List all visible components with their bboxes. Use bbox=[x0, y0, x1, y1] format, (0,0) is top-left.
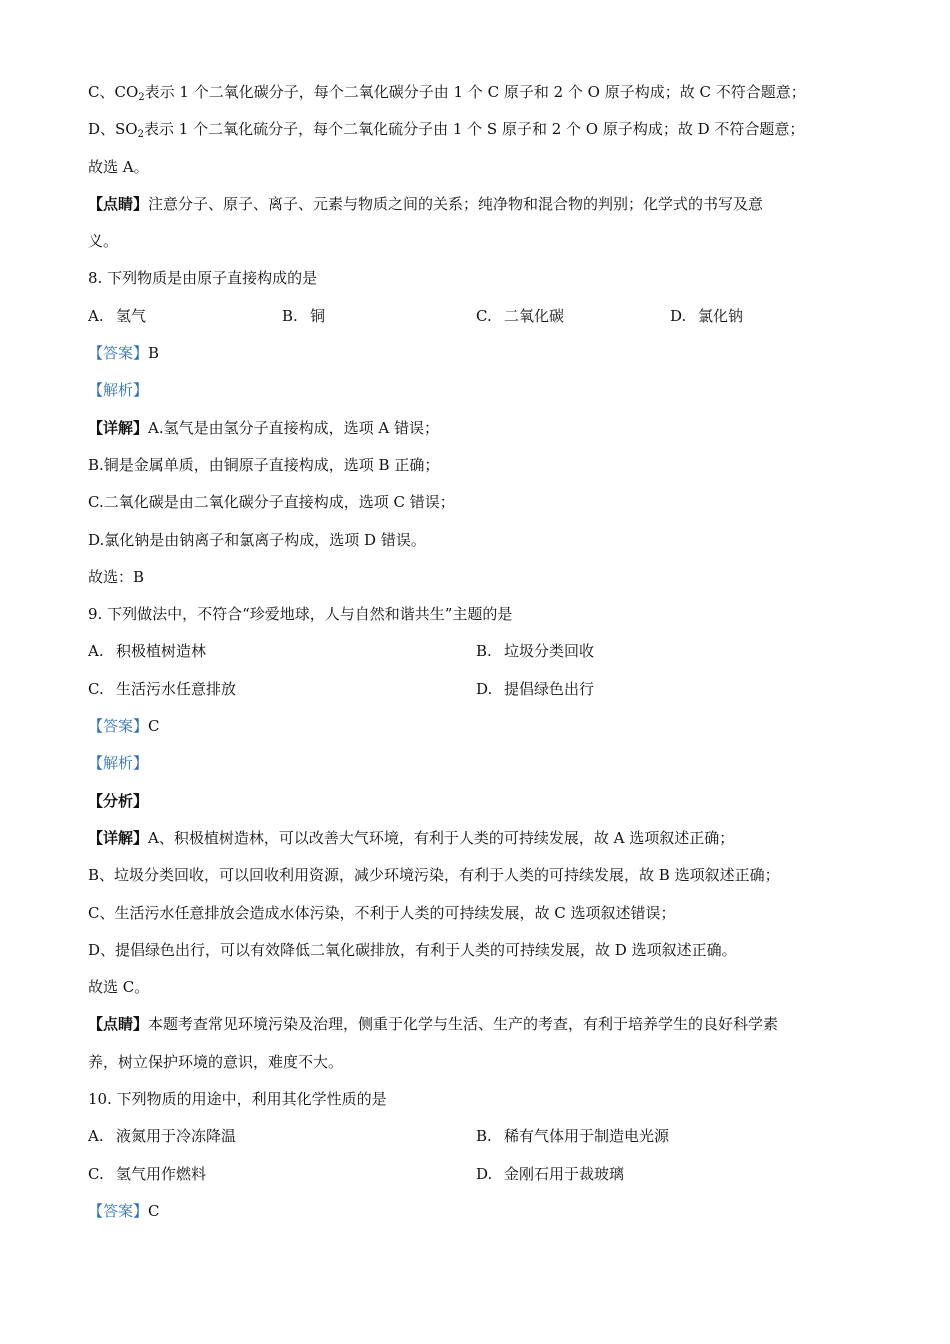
q8-choose: 故选：B bbox=[88, 567, 145, 586]
answer-value: B bbox=[148, 344, 160, 363]
q8-option-a: A. 氢气 bbox=[88, 306, 147, 325]
q9-answer bbox=[88, 712, 868, 749]
q8-answer bbox=[88, 339, 868, 376]
q8-options bbox=[88, 302, 868, 339]
q10-option-b: B. 稀有气体用于制造电光源 bbox=[476, 1127, 670, 1146]
question-9: 9. 下列做法中，不符合“珍爱地球，人与自然和谐共生”主题的是 bbox=[88, 605, 513, 624]
subscript: 2 bbox=[137, 129, 144, 141]
note-tag: 【点睛】 bbox=[88, 194, 149, 213]
q9-option-d: D. 提倡绿色出行 bbox=[476, 679, 595, 698]
q9-option-c: C. 生活污水任意排放 bbox=[88, 679, 237, 698]
q9-note bbox=[88, 1010, 868, 1047]
text: D、SO bbox=[88, 120, 138, 139]
q9-detail-line: B、垃圾分类回收，可以回收利用资源，减少环境污染，有利于人类的可持续发展，故 B 选项叙述正确； bbox=[88, 866, 780, 885]
q9-detail-line: D、提倡绿色出行，可以有效降低二氧化碳排放，有利于人类的可持续发展，故 D 选项叙述正确。 bbox=[88, 940, 737, 959]
text: 表示 1 个二氧化硫分子，每个二氧化硫分子由 1 个 S 原子和 2 个 O 原子构成；故 D 不符合题意； bbox=[143, 120, 805, 139]
q9-detail: 【详解】A、积极植树造林，可以改善大气环境，有利于人类的可持续发展，故 A 选项叙述正确； bbox=[88, 828, 735, 847]
q8-detail-line: D.氯化钠是由钠离子和氯离子构成，选项 D 错误。 bbox=[88, 530, 426, 549]
q9-detail-line: C、生活污水任意排放会造成水体污染，不利于人类的可持续发展，故 C 选项叙述错误； bbox=[88, 903, 676, 922]
q10-option-c: C. 氢气用作燃料 bbox=[88, 1164, 207, 1183]
q9-options-row2 bbox=[88, 675, 868, 712]
q10-option-d: D. 金刚石用于裁玻璃 bbox=[476, 1164, 625, 1183]
q9-option-a: A. 积极植树造林 bbox=[88, 642, 207, 661]
q10-answer bbox=[88, 1197, 868, 1234]
q10-options-row1 bbox=[88, 1122, 868, 1159]
question-8: 8. 下列物质是由原子直接构成的是 bbox=[88, 269, 318, 288]
subscript: 2 bbox=[138, 92, 145, 103]
q8-option-d: D. 氯化钠 bbox=[670, 306, 744, 325]
q8-detail: 【详解】A.氢气是由氢分子直接构成，选项 A 错误； bbox=[88, 418, 439, 437]
q9-fenxi-tag: 【分析】 bbox=[88, 791, 149, 810]
detail-tag: 【详解】 bbox=[88, 418, 149, 437]
q9-analysis-tag: 【解析】 bbox=[88, 754, 149, 773]
q10-options-row2 bbox=[88, 1160, 868, 1197]
q9-option-b: B. 垃圾分类回收 bbox=[476, 642, 595, 661]
text: C、CO bbox=[88, 83, 139, 101]
answer-value: C bbox=[148, 717, 160, 736]
q8-detail-line: C.二氧化碳是由二氧化碳分子直接构成，选项 C 错误； bbox=[88, 493, 455, 512]
q8-option-c: C. 二氧化碳 bbox=[476, 306, 565, 325]
question-10: 10. 下列物质的用途中，利用其化学性质的是 bbox=[88, 1090, 387, 1109]
answer-tag: 【答案】 bbox=[88, 344, 149, 363]
text-line bbox=[88, 115, 868, 152]
text-line: 故选 A。 bbox=[88, 157, 149, 176]
answer-value: C bbox=[148, 1201, 160, 1220]
document-page bbox=[88, 78, 868, 1234]
q8-option-b: B. 铜 bbox=[282, 306, 326, 325]
q10-option-a: A. 液氮用于冷冻降温 bbox=[88, 1127, 237, 1146]
note-line bbox=[88, 190, 868, 227]
text-line bbox=[88, 78, 868, 115]
q9-note-cont: 养，树立保护环境的意识，难度不大。 bbox=[88, 1052, 344, 1071]
detail-tag: 【详解】 bbox=[88, 828, 149, 847]
answer-tag: 【答案】 bbox=[88, 717, 149, 736]
q9-options-row1 bbox=[88, 637, 868, 674]
note-tag: 【点睛】 bbox=[88, 1015, 149, 1034]
q8-analysis-tag: 【解析】 bbox=[88, 381, 149, 400]
text: 表示 1 个二氧化碳分子，每个二氧化碳分子由 1 个 C 原子和 2 个 O 原子构成；故 C 不符合题意； bbox=[144, 83, 806, 101]
q9-choose: 故选 C。 bbox=[88, 978, 150, 997]
answer-tag: 【答案】 bbox=[88, 1201, 149, 1220]
note-text: 本题考查常见环境污染及治理，侧重于化学与生活、生产的考查，有利于培养学生的良好科学素 bbox=[148, 1015, 779, 1034]
note-text: 注意分子、原子、离子、元素与物质之间的关系；纯净物和混合物的判别；化学式的书写及意 bbox=[148, 194, 764, 213]
text-line: 义。 bbox=[88, 232, 119, 251]
q8-detail-line: B.铜是金属单质，由铜原子直接构成，选项 B 正确； bbox=[88, 455, 440, 474]
